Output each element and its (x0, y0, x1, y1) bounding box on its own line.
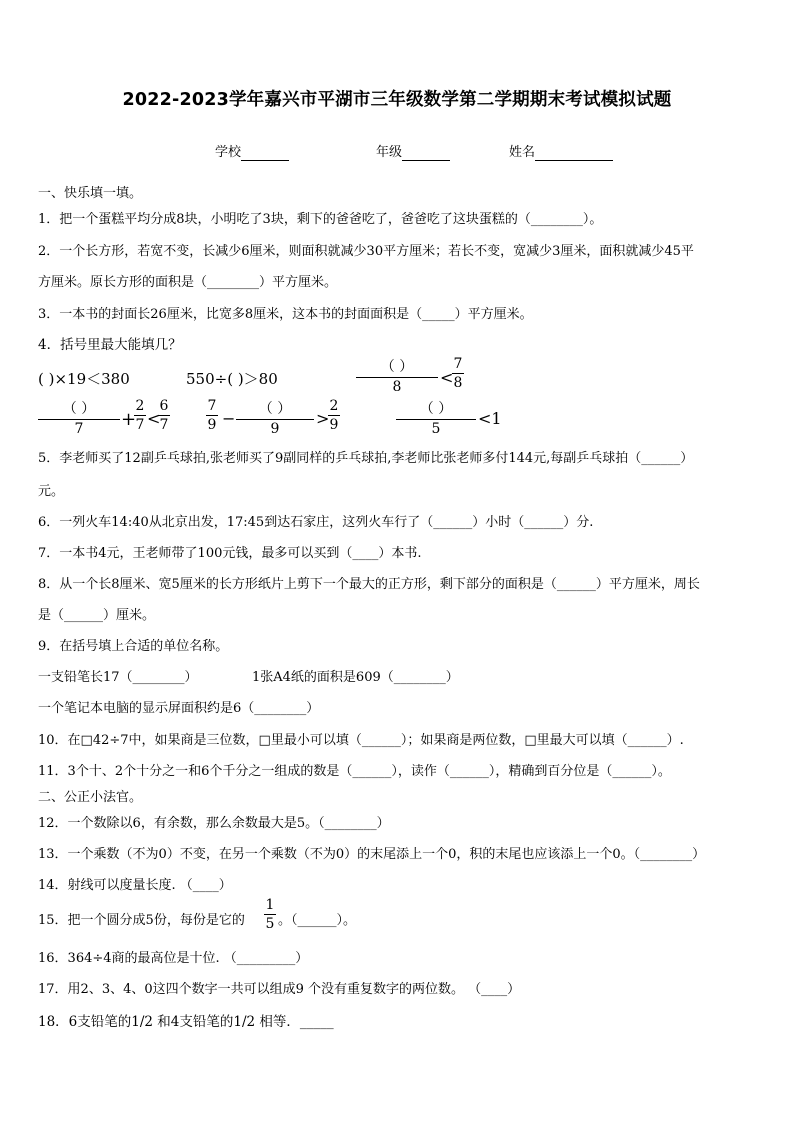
question-11: 11．3个十、2个十分之一和6个千分之一组成的数是（______），读作（______），精确到百分位是（______）。 (38, 764, 671, 779)
q4-frac-c-num: （ ） (380, 359, 414, 375)
fraction-bar (158, 415, 170, 416)
frac-den: 8 (453, 375, 463, 391)
q4-frac-c (356, 356, 438, 395)
frac-den: 7 (159, 417, 169, 433)
fraction-bar (236, 419, 314, 420)
question-9-item-2: 1张A4纸的面积是609（________） (252, 670, 459, 685)
fraction-bar (356, 377, 438, 378)
question-9-item-3: 一个笔记本电脑的显示屏面积约是6（________） (38, 701, 320, 716)
question-4: 4．括号里最大能填几？ (38, 337, 182, 353)
q4-frac-c-den: 8 (392, 379, 402, 395)
question-17: 17．用2、3、4、0这四个数字一共可以组成9 个没有重复数字的两位数。 （____） (38, 982, 521, 997)
less-than-sign: < (147, 409, 161, 428)
fraction-bar (264, 914, 276, 915)
question-1: 1．把一个蛋糕平均分成8块，小明吃了3块，剩下的爸爸吃了，爸爸吃了这块蛋糕的（________）。 (38, 212, 603, 227)
fraction-bar (396, 419, 476, 420)
question-15-suffix: 。（______）。 (278, 913, 357, 928)
question-8-line-2: 是（______）厘米。 (38, 608, 156, 623)
question-2-line-1: 2．一个长方形，若宽不变，长减少6厘米，则面积就减少30平方厘米；若长不变，宽减少3厘米，面积就减少45平 (38, 244, 694, 259)
q4-frac-a (38, 398, 120, 437)
greater-than-sign: > (316, 409, 330, 428)
frac-den: 9 (329, 417, 339, 433)
plus-sign: + (121, 409, 137, 430)
school-blank (241, 145, 289, 161)
q15-fraction (264, 897, 276, 932)
school-label: 学校 (215, 145, 242, 160)
q4-frac-b1 (206, 398, 218, 433)
page-title: 2022-2023学年嘉兴市平湖市三年级数学第二学期期末考试模拟试题 (122, 90, 672, 110)
question-13: 13．一个乘数（不为0）不变，在另一个乘数（不为0）的末尾添上一个0，积的末尾也应该添上一个0。（________） (38, 847, 706, 862)
question-15-text (38, 909, 245, 928)
question-7: 7．一本书4元，王老师带了100元钱，最多可以买到（____）本书. (38, 546, 422, 561)
less-than-one: <1 (478, 409, 502, 428)
q4-expr-b: 550÷( )＞80 (186, 370, 278, 388)
question-8-line-1: 8．从一个长8厘米、宽5厘米的长方形纸片上剪下一个最大的正方形，剩下部分的面积是（______）平方厘米，周长 (38, 577, 700, 592)
q4-frac-c-right (452, 356, 464, 391)
frac-den: 9 (270, 421, 280, 437)
frac-num: 2 (329, 398, 339, 414)
less-than-sign: < (440, 368, 454, 387)
question-5-line-1: 5．李老师买了12副乒乓球拍,张老师买了9副同样的乒乓球拍,李老师比张老师多付144元,每副乒乓球拍（______） (38, 451, 694, 466)
name-label: 姓名 (509, 145, 536, 160)
frac-den: 7 (135, 417, 145, 433)
frac-num: （ ） (62, 401, 96, 417)
frac-num: （ ） (258, 401, 292, 417)
question-9-item-1: 一支铅笔长17（________） (38, 670, 198, 685)
fraction-bar (452, 373, 464, 374)
name-field (509, 141, 613, 161)
frac-den: 7 (74, 421, 84, 437)
q4-expr-a: ( )×19＜380 (38, 370, 130, 388)
minus-sign: − (222, 409, 236, 428)
fraction-bar (134, 415, 146, 416)
fraction-bar (38, 419, 120, 420)
question-14: 14．射线可以度量长度. （____） (38, 878, 232, 893)
question-9: 9．在括号填上合适的单位名称。 (38, 639, 229, 654)
question-2-line-2: 方厘米。原长方形的面积是（________）平方厘米。 (38, 275, 338, 290)
q4-frac-b3 (328, 398, 340, 433)
question-15-prefix: 15．把一个圆分成5份，每份是它的 (38, 913, 245, 928)
school-field (215, 141, 289, 161)
frac-num: 6 (159, 398, 169, 414)
question-6: 6．一列火车14:40从北京出发，17:45到达石家庄，这列火车行了（______）小时（______）分. (38, 515, 594, 530)
section-1-heading: 一、快乐填一填。 (38, 186, 143, 201)
grade-field (376, 141, 450, 161)
section-2-heading: 二、公正小法官。 (38, 790, 143, 805)
question-18: 18．6支铅笔的1/2 和4支铅笔的1/2 相等．_____ (38, 1014, 334, 1030)
frac-num: 1 (265, 897, 275, 913)
frac-num: 7 (207, 398, 217, 414)
q4-frac-c2 (396, 398, 476, 437)
q4-frac-b2 (236, 398, 314, 437)
question-10: 10．在□42÷7中，如果商是三位数，□里最小可以填（______）；如果商是两位数，□里最大可以填（______）. (38, 733, 684, 748)
fraction-bar (328, 415, 340, 416)
grade-blank (402, 145, 450, 161)
frac-num: 7 (453, 356, 463, 372)
q4-frac-a2 (134, 398, 146, 433)
fraction-bar (206, 415, 218, 416)
frac-num: 2 (135, 398, 145, 414)
name-blank (535, 145, 613, 161)
frac-num: （ ） (419, 401, 453, 417)
q4-frac-a3 (158, 398, 170, 433)
grade-label: 年级 (376, 145, 403, 160)
frac-den: 5 (431, 421, 441, 437)
frac-den: 5 (265, 916, 275, 932)
question-5-line-2: 元。 (38, 484, 65, 499)
question-12: 12．一个数除以6，有余数，那么余数最大是5。（________） (38, 816, 390, 831)
frac-den: 9 (207, 417, 217, 433)
question-3: 3．一本书的封面长26厘米，比宽多8厘米，这本书的封面面积是（_____）平方厘米。 (38, 307, 533, 322)
question-16: 16．364÷4商的最高位是十位. （_________） (38, 951, 309, 966)
